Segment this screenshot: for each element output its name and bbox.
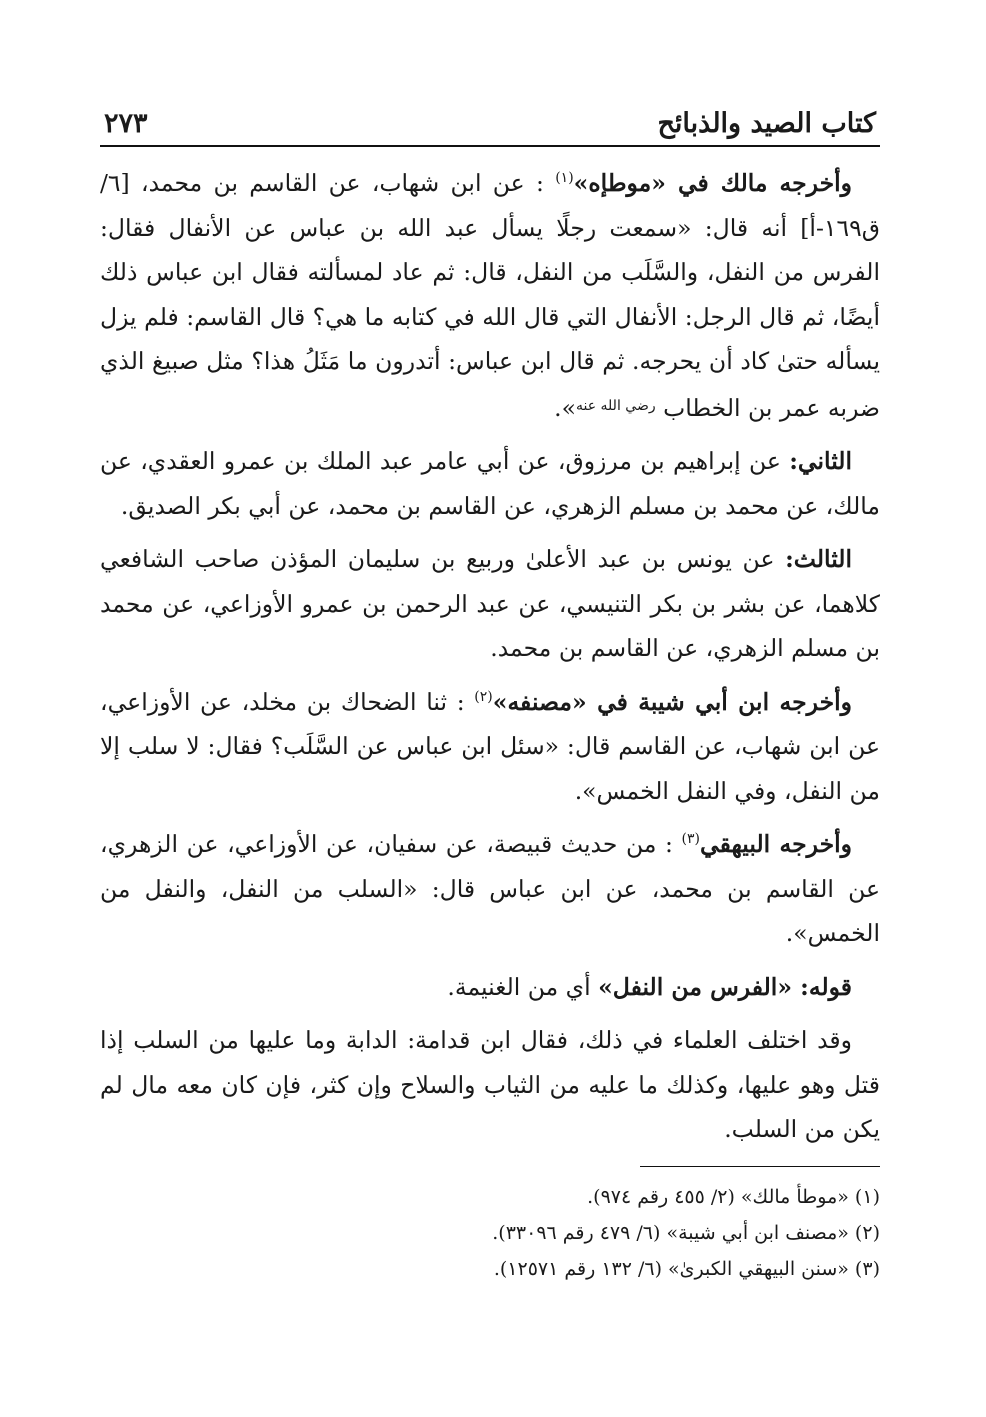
- paragraph-lead: وأخرجه البيهقي: [700, 830, 852, 858]
- page-number: ٢٧٣: [104, 108, 148, 139]
- paragraph-text: عن إبراهيم بن مرزوق، عن أبي عامر عبد الملك بن عمرو العقدي، عن مالك، عن محمد بن مسلم الزهري، عن القاسم بن محمد، عن أبي بكر الصديق.: [100, 447, 880, 520]
- paragraph-text: عن يونس بن عبد الأعلىٰ وربيع بن سليمان المؤذن صاحب الشافعي كلاهما، عن بشر بن بكر التنيسي، عن عبد الرحمن بن عمرو الأوزاعي، عن محمد بن مسلم الزهري، عن القاسم بن محمد.: [100, 545, 880, 662]
- paragraph-ibn-qudamah: [100, 1018, 880, 1152]
- paragraph-text: : ثنا الضحاك بن مخلد، عن الأوزاعي، عن ابن شهاب، عن القاسم قال: «سئل ابن عباس عن السَّلَب؟ فقال: لا سلب إلا من النفل، وفي النفل الخمس».: [100, 687, 880, 805]
- footnote-marker: (٢): [474, 688, 493, 705]
- footnote-marker: (١): [555, 170, 574, 186]
- footnote-item: (٣) «سنن البيهقي الكبرىٰ» (٦/ ١٣٢ رقم ١٢٥٧١).: [493, 1257, 880, 1280]
- paragraph-lead: وأخرجه ابن أبي شيبة في «مصنفه»: [492, 687, 852, 716]
- paragraph-text: وقد اختلف العلماء في ذلك، فقال ابن قدامة: الدابة وما عليها من السلب إذا قتل وهو عليها، وكذلك ما عليه من الثياب والسلاح وإن كثر، فإن كان معه مال لم يكن من السلب.: [100, 1026, 880, 1143]
- paragraph-third: [100, 537, 880, 671]
- paragraph-ibn-abi-shaybah: [100, 680, 880, 814]
- paragraph-text: : من حديث قبيصة، عن سفيان، عن الأوزاعي، عن الزهري، عن القاسم بن محمد، عن ابن عباس قال: «السلب من النفل، والنفل من الخمس».: [100, 830, 880, 947]
- paragraph-second: [100, 439, 880, 528]
- honorific-glyph: رضي الله عنه: [576, 397, 656, 414]
- paragraph-lead: وأخرجه مالك في «موطإه»: [573, 169, 852, 197]
- paragraph-lead: الثالث:: [785, 545, 852, 573]
- paragraph-lead: الثاني:: [789, 447, 852, 475]
- book-page: [100, 85, 880, 1385]
- paragraph-tail: ».: [554, 393, 576, 422]
- footnotes: [100, 1179, 880, 1287]
- footnote-item: (٢) «مصنف ابن أبي شيبة» (٦/ ٤٧٩ رقم ٣٣٠٩٦).: [492, 1221, 880, 1244]
- footnote-item: (١) «موطأ مالك» (٢/ ٤٥٥ رقم ٩٧٤).: [587, 1185, 880, 1208]
- running-header: [100, 85, 880, 147]
- footnote-divider: [640, 1166, 880, 1167]
- paragraph-commentary-heading: [100, 965, 880, 1010]
- paragraph-lead: قوله: «الفرس من النفل»: [598, 972, 852, 1001]
- paragraph-malik: [100, 161, 880, 430]
- paragraph-bayhaqi: [100, 822, 880, 956]
- paragraph-text: : عن ابن شهاب، عن القاسم بن محمد، [٦/ ق١٦٩-أ] أنه قال: «سمعت رجلًا يسأل عبد الله بن عباس عن الأنفال فقال: الفرس من النفل، والسَّلَب من النفل، قال: ثم عاد لمسألته فقال ابن عباس ذلك أيضًا، ثم قال الرجل: الأنفال التي قال الله في كتابه ما هي؟ قال القاسم: فلم يزل يسأله حتىٰ كاد أن يحرجه. ثم قال ابن عباس: أتدرون ما مَثَلُ هذا؟ مثل صبيغ الذي ضربه عمر بن الخطاب: [100, 169, 880, 422]
- paragraph-text: أي من الغنيمة.: [447, 972, 591, 1001]
- chapter-title: كتاب الصيد والذبائح: [657, 108, 876, 139]
- footnote-marker: (٣): [681, 831, 700, 847]
- main-text: [100, 147, 880, 1287]
